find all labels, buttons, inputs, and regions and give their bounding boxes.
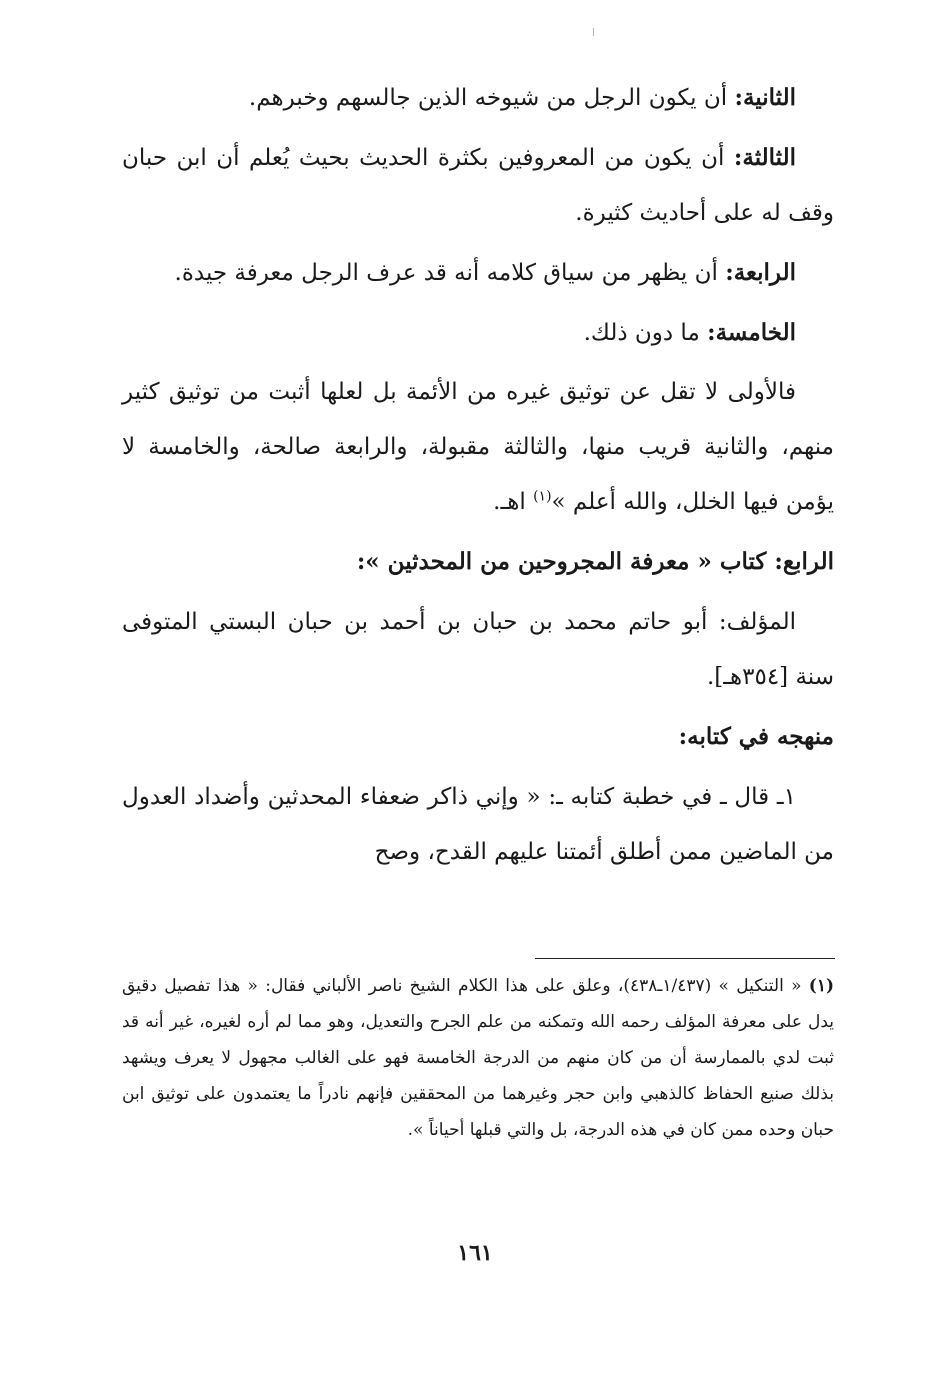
paragraph-tail: اهـ. (493, 489, 534, 515)
paragraph-second (122, 70, 834, 126)
paragraph-text: أن يكون الرجل من شيوخه الذين جالسهم وخبرهم. (248, 85, 735, 111)
paragraph-text: أن يظهر من سياق كلامه أنه قد عرف الرجل معرفة جيدة. (174, 260, 726, 286)
method-paragraph: ١ـ قال ـ في خطبة كتابه ـ: « وإني ذاكر ضعفاء المحدثين وأضداد العدول من الماضين ممن أطلق أئمتنا عليهم القدح، وصح (122, 784, 834, 865)
paragraph-text: ما دون ذلك. (583, 320, 708, 346)
paragraph-label: الثانية: (734, 84, 796, 111)
scan-speck (593, 28, 594, 36)
footnote-number: (١) (808, 976, 834, 996)
footnote-text: « التنكيل » (١/٤٣٧ـ٤٣٨)، وعلق على هذا الكلام الشيخ ناصر الألباني فقال: « هذا تفصيل دقيق يدل على معرفة المؤلف رحمه الله وتمكنه من علم الجرح والتعديل، وهو مما لم أره لغيره، غير أنه قد ثبت لدي بالممارسة أن من كان منهم من الدرجة الخامسة فهو على الغالب مجهول لا يعرف ويشهد بذلك صنيع الحفاظ كالذهبي وابن حجر وغيرهما من المحققين فإنهم نادراً ما يعتمدون على توثيق ابن حبان وحده ممن كان في هذه الدرجة، بل والتي قبلها أحياناً ». (122, 976, 834, 1140)
author-paragraph: المؤلف: أبو حاتم محمد بن حبان بن أحمد بن حبان البستي المتوفى سنة [٣٥٤هـ]. (122, 609, 834, 690)
section-heading: الرابع: كتاب « معرفة المجروحين من المحدثين »: (356, 548, 834, 575)
paragraph-text: أن يكون من المعروفين بكثرة الحديث بحيث يُعلم أن ابن حبان وقف له على أحاديث كثيرة. (122, 145, 834, 226)
paragraph-third (122, 130, 834, 241)
footnote (122, 968, 834, 1148)
paragraph-label: الرابعة: (725, 259, 796, 286)
paragraph-fourth (122, 245, 834, 301)
paragraph-text: فالأولى لا تقل عن توثيق غيره من الأئمة بل لعلها أثبت من توثيق كثير منهم، والثانية قريب منها، والثالثة مقبولة، والرابعة صالحة، والخامسة لا يؤمن فيها الخلل، والله أعلم » (122, 379, 834, 515)
paragraph-fifth (122, 305, 834, 361)
paragraph-label: الخامسة: (707, 319, 796, 346)
page-body (122, 70, 834, 884)
footnote-ref[interactable]: (١) (533, 488, 552, 505)
paragraph-label: الثالثة: (733, 144, 796, 171)
footnote-divider (535, 958, 835, 959)
paragraph-summary (122, 365, 834, 530)
page-number: ١٦١ (457, 1240, 493, 1266)
method-heading: منهجه في كتابه: (678, 723, 834, 750)
